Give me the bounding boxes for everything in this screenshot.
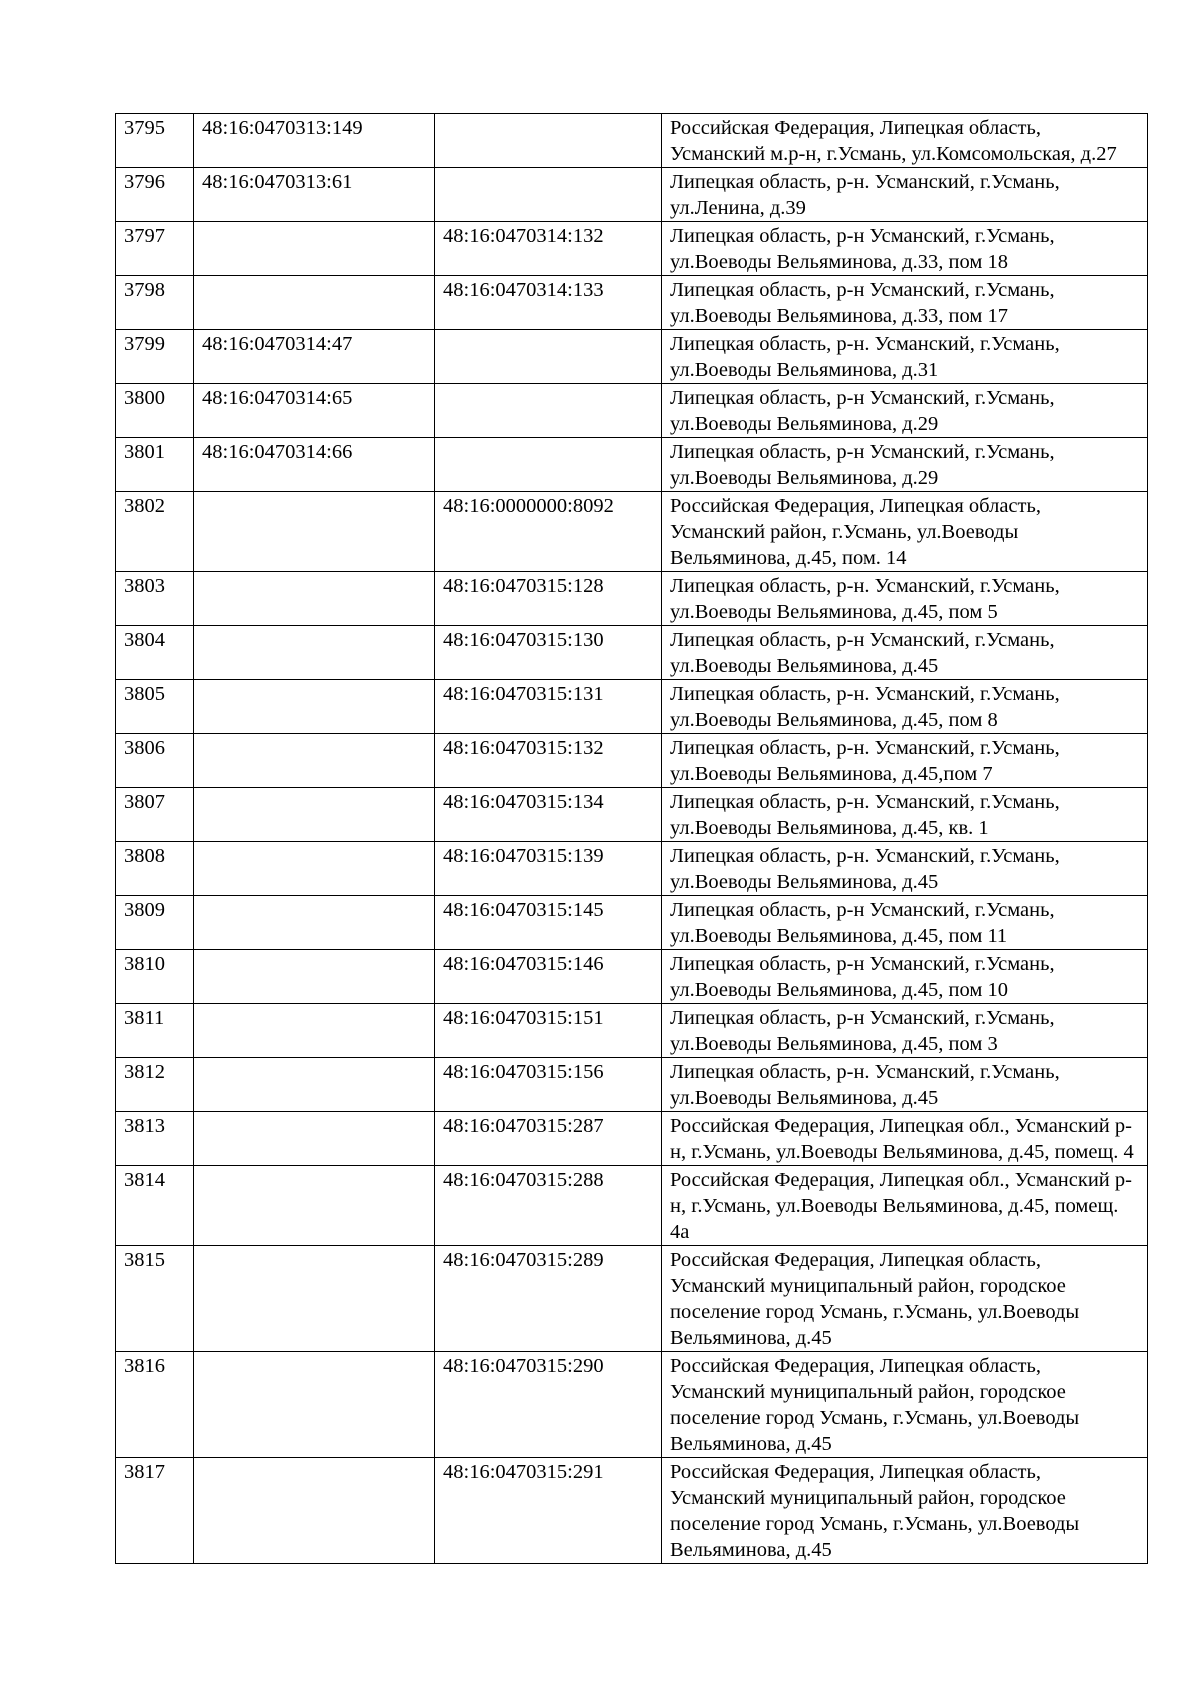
row-number-cell: 3809 [116,896,194,950]
row-number-cell: 3801 [116,438,194,492]
row-number-cell: 3805 [116,680,194,734]
object-cadastral-number-cell [435,168,662,222]
address-cell: Липецкая область, р-н Усманский, г.Усмань, ул.Воеводы Вельяминова, д.45 [662,626,1148,680]
object-cadastral-number-cell: 48:16:0470315:287 [435,1112,662,1166]
address-cell: Российская Федерация, Липецкая область, Усманский муниципальный район, городское поселение город Усмань, г.Усмань, ул.Воеводы Вельяминова, д.45 [662,1352,1148,1458]
object-cadastral-number-cell: 48:16:0470315:156 [435,1058,662,1112]
land-cadastral-number-cell [194,1246,435,1352]
address-cell: Липецкая область, р-н Усманский, г.Усмань, ул.Воеводы Вельяминова, д.45, пом 3 [662,1004,1148,1058]
address-cell: Липецкая область, р-н Усманский, г.Усмань, ул.Воеводы Вельяминова, д.33, пом 18 [662,222,1148,276]
address-cell: Российская Федерация, Липецкая обл., Усманский р-н, г.Усмань, ул.Воеводы Вельяминова, д.45, помещ. 4 [662,1112,1148,1166]
object-cadastral-number-cell: 48:16:0470315:289 [435,1246,662,1352]
row-number-cell: 3795 [116,114,194,168]
table-row [116,114,1148,168]
land-cadastral-number-cell [194,626,435,680]
table-row [116,276,1148,330]
object-cadastral-number-cell: 48:16:0470315:132 [435,734,662,788]
row-number-cell: 3814 [116,1166,194,1246]
object-cadastral-number-cell: 48:16:0470314:133 [435,276,662,330]
row-number-cell: 3815 [116,1246,194,1352]
address-cell: Российская Федерация, Липецкая область, Усманский район, г.Усмань, ул.Воеводы Вельяминова, д.45, пом. 14 [662,492,1148,572]
object-cadastral-number-cell [435,438,662,492]
address-cell: Российская Федерация, Липецкая обл., Усманский р-н, г.Усмань, ул.Воеводы Вельяминова, д.45, помещ. 4а [662,1166,1148,1246]
address-cell: Липецкая область, р-н Усманский, г.Усмань, ул.Воеводы Вельяминова, д.29 [662,384,1148,438]
row-number-cell: 3811 [116,1004,194,1058]
land-cadastral-number-cell: 48:16:0470314:66 [194,438,435,492]
table-row [116,1166,1148,1246]
object-cadastral-number-cell: 48:16:0470315:291 [435,1458,662,1564]
address-cell: Липецкая область, р-н. Усманский, г.Усмань, ул.Воеводы Вельяминова, д.45, пом 8 [662,680,1148,734]
table-row [116,1458,1148,1564]
object-cadastral-number-cell [435,330,662,384]
land-cadastral-number-cell [194,1058,435,1112]
land-cadastral-number-cell [194,222,435,276]
land-cadastral-number-cell [194,572,435,626]
table-row [116,896,1148,950]
table-row [116,950,1148,1004]
table-row [116,626,1148,680]
land-cadastral-number-cell [194,276,435,330]
table-row [116,1004,1148,1058]
row-number-cell: 3817 [116,1458,194,1564]
land-cadastral-number-cell: 48:16:0470313:61 [194,168,435,222]
land-cadastral-number-cell [194,842,435,896]
registry-table [115,113,1148,1564]
row-number-cell: 3813 [116,1112,194,1166]
table-row [116,734,1148,788]
table-row [116,680,1148,734]
registry-table-body [116,114,1148,1564]
land-cadastral-number-cell [194,896,435,950]
address-cell: Липецкая область, р-н Усманский, г.Усмань, ул.Воеводы Вельяминова, д.45, пом 10 [662,950,1148,1004]
address-cell: Липецкая область, р-н Усманский, г.Усмань, ул.Воеводы Вельяминова, д.33, пом 17 [662,276,1148,330]
document-page [115,113,1147,1564]
address-cell: Липецкая область, р-н. Усманский, г.Усмань, ул.Воеводы Вельяминова, д.45, кв. 1 [662,788,1148,842]
object-cadastral-number-cell: 48:16:0470315:131 [435,680,662,734]
object-cadastral-number-cell: 48:16:0470315:139 [435,842,662,896]
table-row [116,492,1148,572]
table-row [116,1246,1148,1352]
row-number-cell: 3796 [116,168,194,222]
object-cadastral-number-cell: 48:16:0470315:146 [435,950,662,1004]
object-cadastral-number-cell [435,114,662,168]
land-cadastral-number-cell [194,1166,435,1246]
table-row [116,572,1148,626]
land-cadastral-number-cell [194,950,435,1004]
object-cadastral-number-cell: 48:16:0470315:130 [435,626,662,680]
object-cadastral-number-cell: 48:16:0470315:128 [435,572,662,626]
row-number-cell: 3797 [116,222,194,276]
address-cell: Липецкая область, р-н Усманский, г.Усмань, ул.Воеводы Вельяминова, д.45, пом 11 [662,896,1148,950]
row-number-cell: 3803 [116,572,194,626]
row-number-cell: 3799 [116,330,194,384]
object-cadastral-number-cell: 48:16:0470315:145 [435,896,662,950]
row-number-cell: 3800 [116,384,194,438]
row-number-cell: 3808 [116,842,194,896]
table-row [116,330,1148,384]
object-cadastral-number-cell: 48:16:0470315:151 [435,1004,662,1058]
row-number-cell: 3807 [116,788,194,842]
table-row [116,1112,1148,1166]
table-row [116,788,1148,842]
land-cadastral-number-cell [194,1004,435,1058]
row-number-cell: 3810 [116,950,194,1004]
table-row [116,168,1148,222]
address-cell: Липецкая область, р-н. Усманский, г.Усмань, ул.Воеводы Вельяминова, д.45, пом 5 [662,572,1148,626]
land-cadastral-number-cell [194,1112,435,1166]
land-cadastral-number-cell: 48:16:0470313:149 [194,114,435,168]
table-row [116,222,1148,276]
land-cadastral-number-cell [194,680,435,734]
object-cadastral-number-cell: 48:16:0470315:288 [435,1166,662,1246]
land-cadastral-number-cell [194,1352,435,1458]
land-cadastral-number-cell: 48:16:0470314:65 [194,384,435,438]
land-cadastral-number-cell [194,492,435,572]
address-cell: Липецкая область, р-н. Усманский, г.Усмань, ул.Воеводы Вельяминова, д.31 [662,330,1148,384]
address-cell: Липецкая область, р-н. Усманский, г.Усмань, ул.Ленина, д.39 [662,168,1148,222]
address-cell: Российская Федерация, Липецкая область, Усманский м.р-н, г.Усмань, ул.Комсомольская, д.27 [662,114,1148,168]
table-row [116,842,1148,896]
row-number-cell: 3812 [116,1058,194,1112]
address-cell: Липецкая область, р-н. Усманский, г.Усмань, ул.Воеводы Вельяминова, д.45,пом 7 [662,734,1148,788]
address-cell: Российская Федерация, Липецкая область, Усманский муниципальный район, городское поселение город Усмань, г.Усмань, ул.Воеводы Вельяминова, д.45 [662,1246,1148,1352]
table-row [116,438,1148,492]
address-cell: Российская Федерация, Липецкая область, Усманский муниципальный район, городское поселение город Усмань, г.Усмань, ул.Воеводы Вельяминова, д.45 [662,1458,1148,1564]
land-cadastral-number-cell [194,788,435,842]
address-cell: Липецкая область, р-н. Усманский, г.Усмань, ул.Воеводы Вельяминова, д.45 [662,842,1148,896]
row-number-cell: 3816 [116,1352,194,1458]
row-number-cell: 3802 [116,492,194,572]
object-cadastral-number-cell: 48:16:0470315:134 [435,788,662,842]
row-number-cell: 3798 [116,276,194,330]
table-row [116,384,1148,438]
object-cadastral-number-cell: 48:16:0000000:8092 [435,492,662,572]
row-number-cell: 3806 [116,734,194,788]
object-cadastral-number-cell: 48:16:0470314:132 [435,222,662,276]
row-number-cell: 3804 [116,626,194,680]
land-cadastral-number-cell: 48:16:0470314:47 [194,330,435,384]
land-cadastral-number-cell [194,1458,435,1564]
table-row [116,1058,1148,1112]
object-cadastral-number-cell [435,384,662,438]
address-cell: Липецкая область, р-н Усманский, г.Усмань, ул.Воеводы Вельяминова, д.29 [662,438,1148,492]
land-cadastral-number-cell [194,734,435,788]
table-row [116,1352,1148,1458]
address-cell: Липецкая область, р-н. Усманский, г.Усмань, ул.Воеводы Вельяминова, д.45 [662,1058,1148,1112]
object-cadastral-number-cell: 48:16:0470315:290 [435,1352,662,1458]
